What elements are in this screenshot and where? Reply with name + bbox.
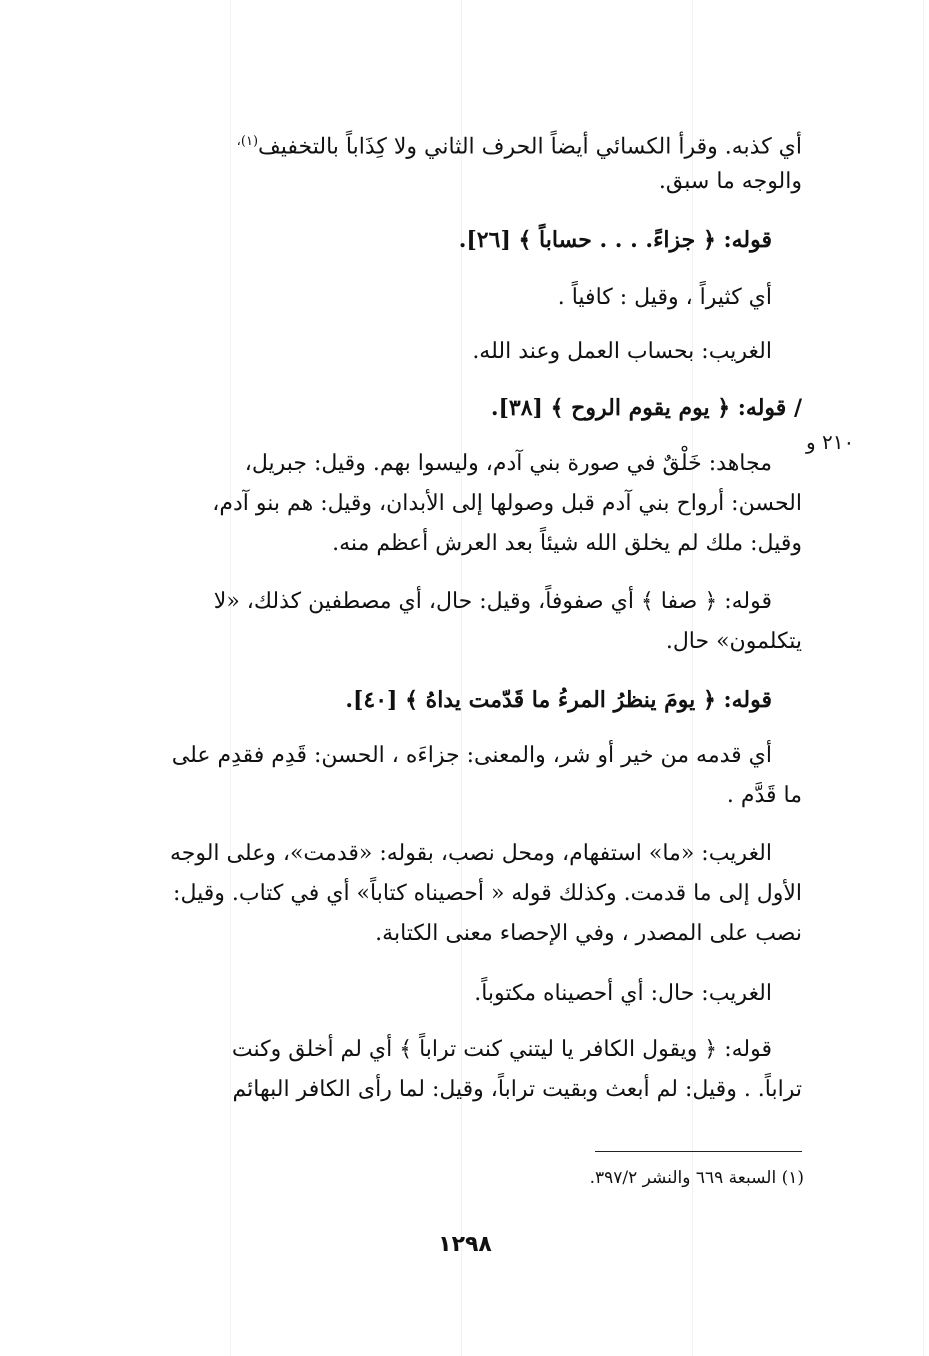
paragraph-1 — [108, 122, 802, 202]
text-line: قوله: ﴿ صفا ﴾ أي صفوفاً، وقيل: حال، أي مصطفين كذلك، «لا — [213, 589, 772, 614]
margin-folio-note: ٢١٠ و — [806, 430, 855, 454]
text-line: الحسن: أرواح بني آدم قبل وصولها إلى الأبدان، وقيل: هم بنو آدم، — [212, 491, 802, 516]
page-number: ١٢٩٨ — [438, 1232, 492, 1257]
text-line: قوله: ﴿ يومَ ينظرُ المرءُ ما قَدّمت يداهُ ﴾ [٤٠]. — [345, 687, 772, 713]
paragraph-6 — [108, 444, 802, 564]
text-line: قوله: ﴿ ويقول الكافر يا ليتني كنت تراباً ﴾ أي لم أخلق وكنت — [231, 1037, 772, 1062]
text-line: الغريب: بحساب العمل وعند الله. — [472, 339, 772, 364]
text-line: / قوله: ﴿ يوم يقوم الروح ﴾ [٣٨]. — [490, 395, 802, 421]
paragraph-10 — [108, 834, 802, 954]
paragraph-12 — [108, 1030, 802, 1110]
text-line: قوله: ﴿ جزاءً. . . . حساباً ﴾ [٢٦]. — [458, 227, 772, 253]
text-line: الغريب: «ما» استفهام، ومحل نصب، بقوله: «قدمت»، وعلى الوجه — [169, 841, 772, 866]
text-line: والوجه ما سبق. — [658, 169, 802, 194]
text-line: أي قدمه من خير أو شر، والمعنى: جزاءَه ، الحسن: قَدِم فقدِم على — [171, 743, 772, 768]
paragraph-4 — [108, 332, 802, 372]
text-line: الغريب: حال: أي أحصيناه مكتوباً. — [474, 981, 772, 1006]
paragraph-8 — [108, 680, 802, 720]
paragraph-7 — [108, 582, 802, 662]
text-line: أي كثيراً ، وقيل : كافياً . — [557, 285, 772, 310]
footnote-ref: (١)، — [236, 134, 259, 149]
paragraph-9 — [108, 736, 802, 816]
text-line: نصب على المصدر ، وفي الإحصاء معنى الكتابة. — [375, 921, 802, 946]
text-line: أي كذبه. وقرأ الكسائي أيضاً الحرف الثاني ولا كِذَاباً بالتخفيف$^{(١)،}$ — [236, 134, 802, 160]
footnote-divider — [595, 1151, 802, 1152]
text-line: يتكلمون» حال. — [665, 629, 802, 654]
paragraph-2 — [108, 220, 802, 260]
paragraph-11 — [108, 974, 802, 1014]
text-line: مجاهد: خَلْقٌ في صورة بني آدم، وليسوا بهم. وقيل: جبريل، — [244, 451, 772, 476]
paragraph-5 — [108, 388, 802, 428]
paragraph-3 — [108, 278, 802, 318]
text-line: الأول إلى ما قدمت. وكذلك قوله « أحصيناه كتاباً» أي في كتاب. وقيل: — [173, 881, 802, 906]
text-line: وقيل: ملك لم يخلق الله شيئاً بعد العرش أعظم منه. — [332, 531, 802, 556]
main-text — [108, 122, 802, 1142]
footnote: (١) السبعة ٦٦٩ والنشر ٣٩٧/٢. — [589, 1168, 804, 1188]
text-line: ما قَدَّم . — [726, 783, 802, 808]
text-line: تراباً. . وقيل: لم أبعث وبقيت تراباً، وقيل: لما رأى الكافر البهائم — [232, 1077, 802, 1102]
